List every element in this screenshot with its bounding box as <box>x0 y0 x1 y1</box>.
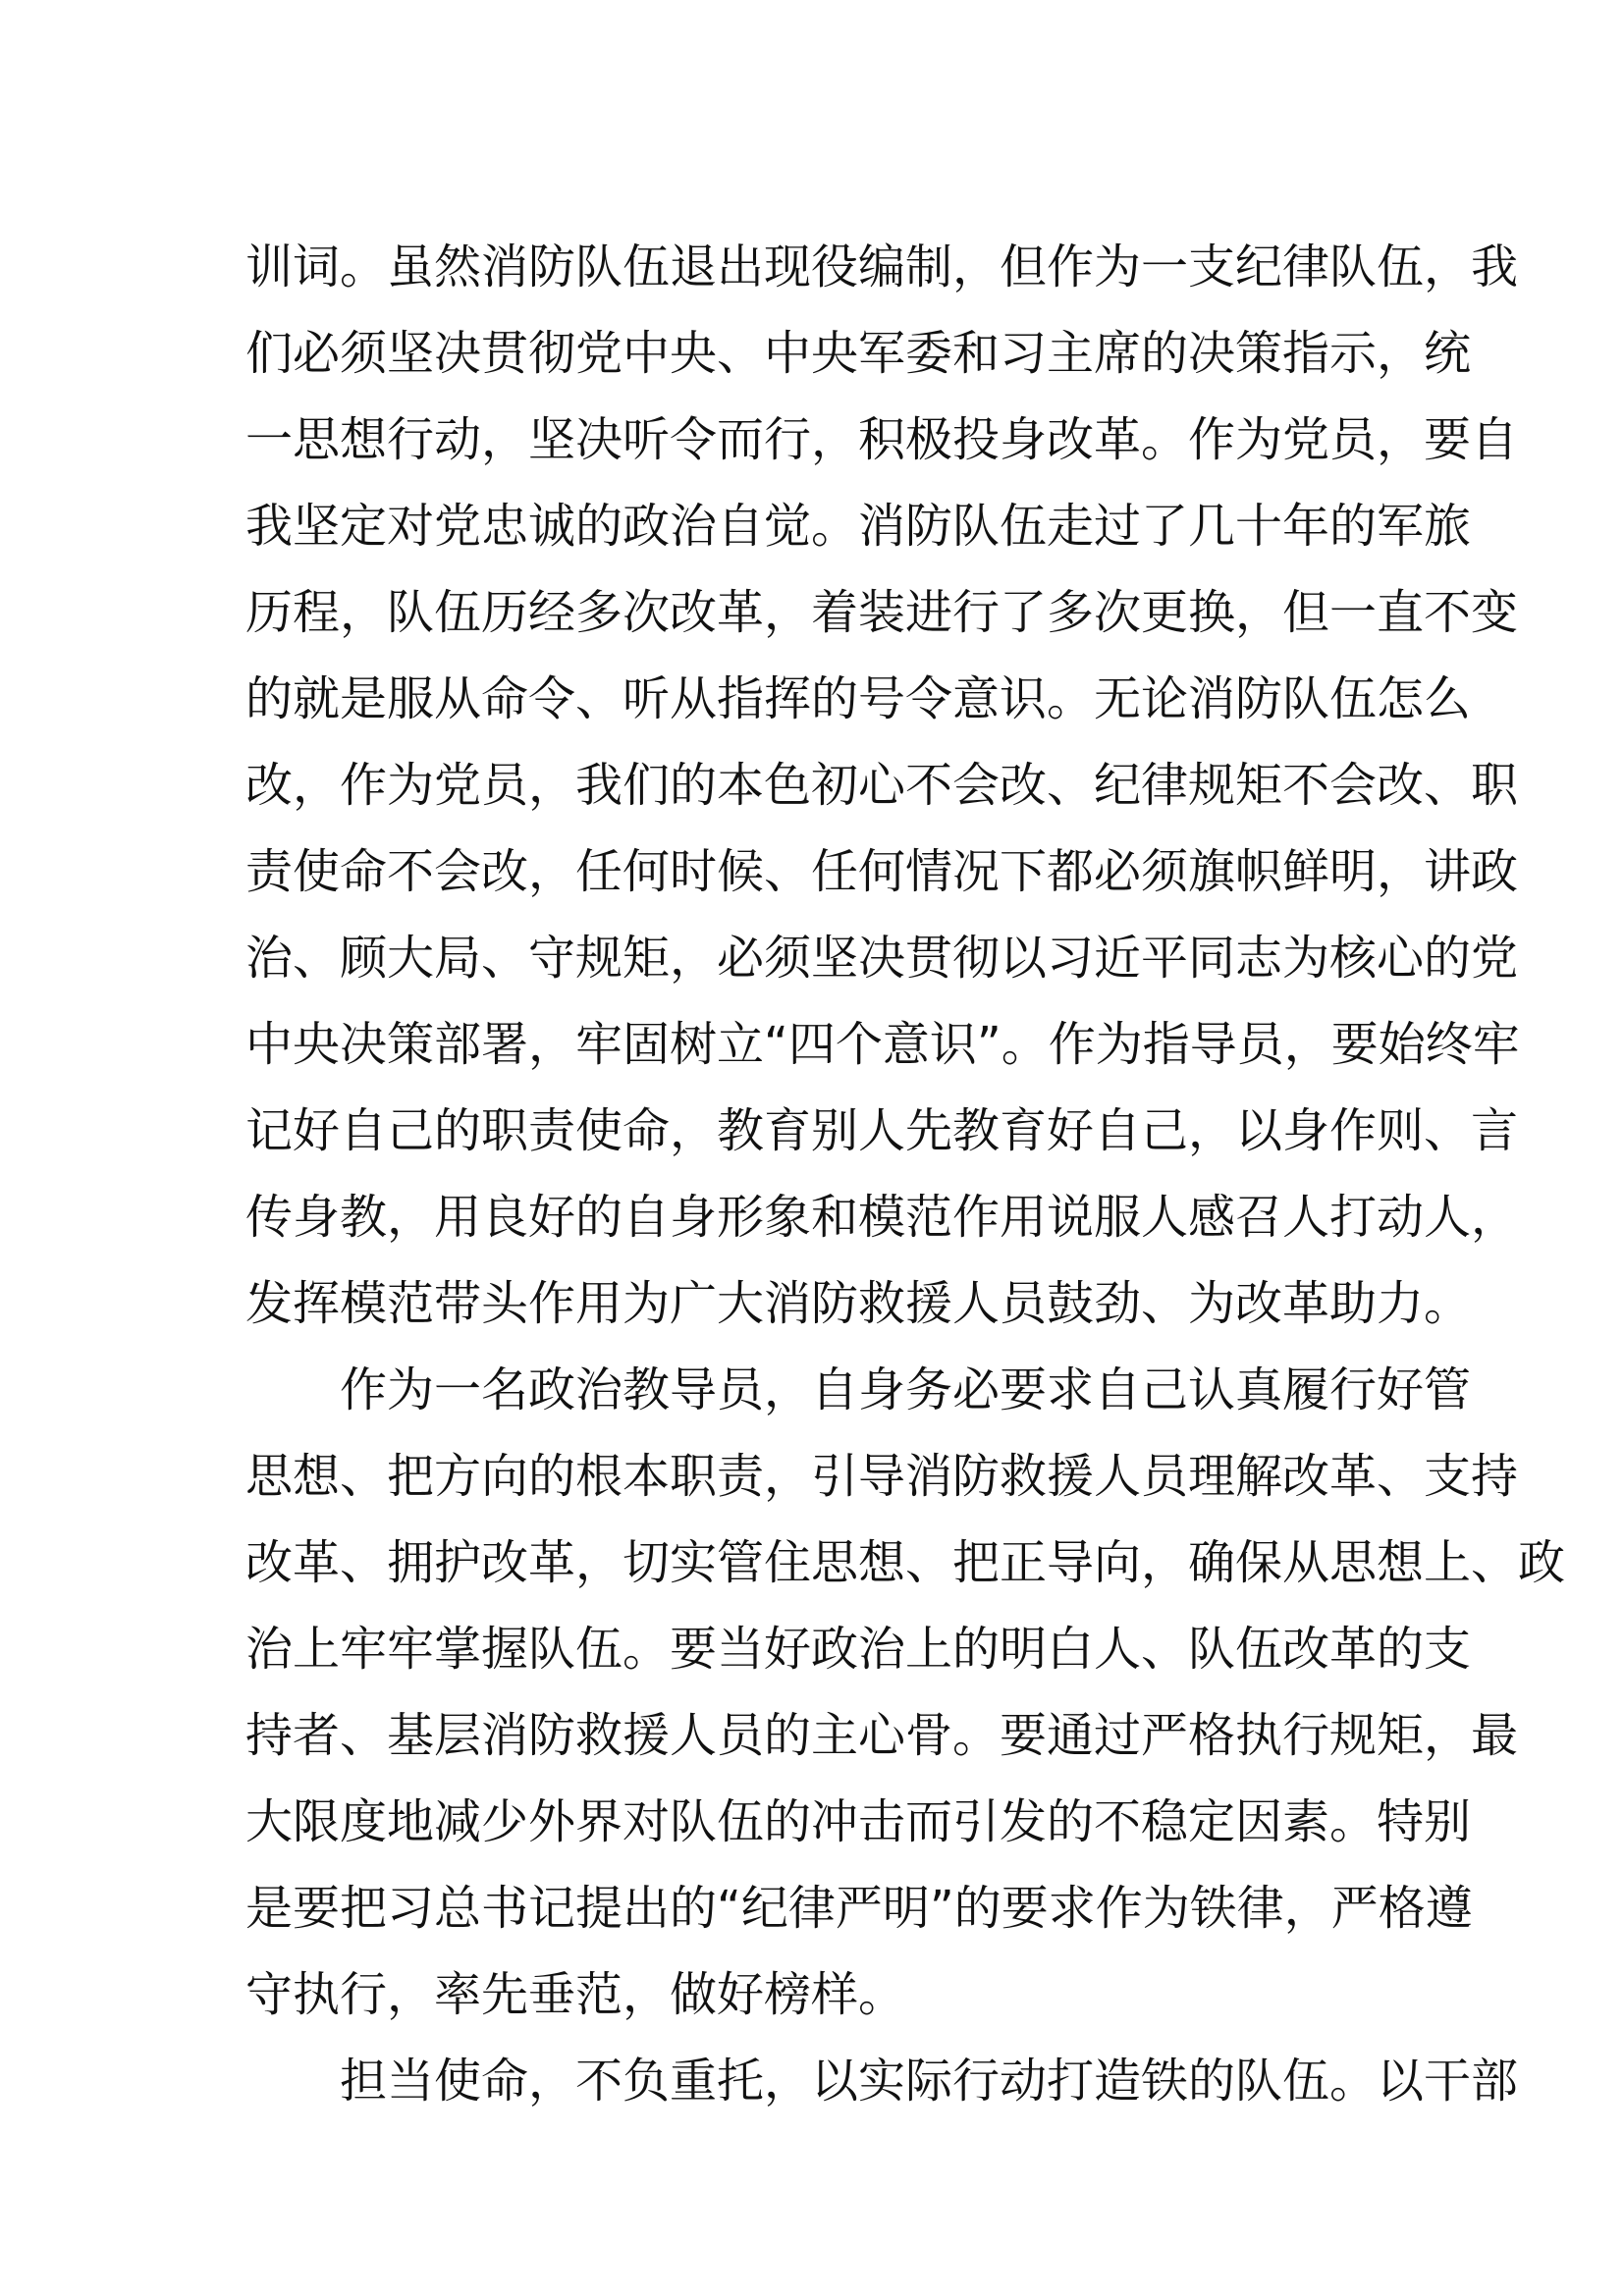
text-line: 传身教，用良好的自身形象和模范作用说服人感召人打动人， <box>245 1190 1519 1245</box>
text-line: 改革、拥护改革，切实管住思想、把正导向，确保从思想上、政 <box>245 1535 1566 1590</box>
text-line: 记好自己的职责使命，教育别人先教育好自己，以身作则、言 <box>245 1103 1519 1158</box>
text-line: 是要把习总书记提出的“纪律严明”的要求作为铁律，严格遵 <box>245 1881 1473 1936</box>
document-body <box>245 224 1566 2124</box>
text-line: 我坚定对党忠诚的政治自觉。消防队伍走过了几十年的军旅 <box>245 499 1472 554</box>
text-line: 中央决策部署，牢固树立“四个意识”。作为指导员，要始终牢 <box>245 1017 1520 1072</box>
text-line: 们必须坚决贯彻党中央、中央军委和习主席的决策指示，统 <box>245 326 1472 381</box>
text-line: 发挥模范带头作用为广大消防救援人员鼓劲、为改革助力。 <box>245 1276 1472 1331</box>
text-line: 训词。虽然消防队伍退出现役编制，但作为一支纪律队伍，我 <box>245 240 1519 294</box>
text-line: 思想、把方向的根本职责，引导消防救援人员理解改革、支持 <box>245 1449 1519 1504</box>
text-line: 责使命不会改，任何时候、任何情况下都必须旗帜鲜明，讲政 <box>245 844 1519 899</box>
text-line: 作为一名政治教导员，自身务必要求自己认真履行好管 <box>340 1362 1472 1417</box>
text-line: 治上牢牢掌握队伍。要当好政治上的明白人、队伍改革的支 <box>245 1622 1472 1677</box>
paragraph-1 <box>245 224 1520 1347</box>
text-line: 持者、基层消防救援人员的主心骨。要通过严格执行规矩，最 <box>245 1708 1519 1763</box>
text-line: 的就是服从命令、听从指挥的号令意识。无论消防队伍怎么 <box>245 671 1472 726</box>
paragraph-3 <box>245 2038 1519 2124</box>
text-line: 担当使命，不负重托，以实际行动打造铁的队伍。以干部 <box>340 2054 1519 2109</box>
text-line: 治、顾大局、守规矩，必须坚决贯彻以习近平同志为核心的党 <box>245 931 1519 986</box>
paragraph-2 <box>245 1347 1566 2038</box>
text-line: 大限度地减少外界对队伍的冲击而引发的不稳定因素。特别 <box>245 1794 1472 1849</box>
text-line: 一思想行动，坚决听令而行，积极投身改革。作为党员，要自 <box>245 412 1519 467</box>
text-line: 改，作为党员，我们的本色初心不会改、纪律规矩不会改、职 <box>245 758 1519 813</box>
text-line: 历程，队伍历经多次改革，着装进行了多次更换，但一直不变 <box>245 585 1519 640</box>
text-line: 守执行，率先垂范，做好榜样。 <box>245 1967 906 2022</box>
